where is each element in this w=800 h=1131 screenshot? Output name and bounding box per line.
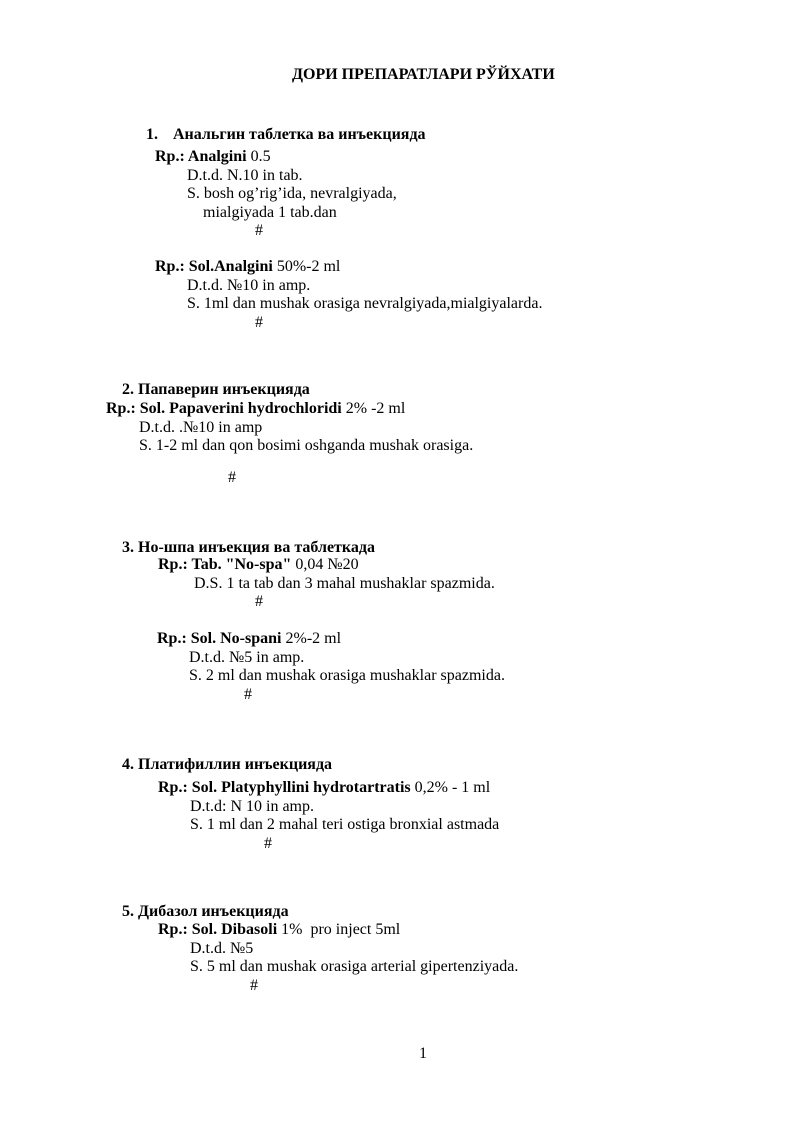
separator-hash: # — [255, 313, 263, 331]
separator-hash: # — [228, 468, 236, 486]
rp-line — [155, 258, 542, 277]
prescription-block-analgini-tab — [155, 148, 397, 241]
prescription-block-platyphyllini — [158, 779, 499, 853]
section-3-number: 3. — [122, 538, 134, 556]
rp-drug-name: Rp.: Sol. Dibasoli — [158, 921, 278, 938]
rp-drug-name: Rp.: Sol. Papaverini hydrochloridi — [106, 400, 342, 417]
document-title: ДОРИ ПРЕПАРАТЛАРИ РЎЙХАТИ — [292, 66, 555, 83]
separator-hash: # — [250, 976, 258, 994]
rp-drug-name: Rp.: Sol. No-spani — [157, 630, 282, 647]
separator-hash: # — [244, 685, 252, 703]
rp-line — [106, 400, 473, 419]
section-4-number: 4. — [122, 755, 134, 773]
section-1-number: 1. — [146, 125, 158, 143]
rx-signa-line: S. 1ml dan mushak orasiga nevralgiyada,mialgiyalarda. — [187, 295, 543, 312]
rp-line — [158, 921, 518, 940]
rp-dose: 50%-2 ml — [272, 258, 341, 275]
rp-drug-name: Rp.: Sol.Analgini — [155, 258, 273, 275]
rp-line — [157, 630, 505, 649]
rp-line — [158, 779, 499, 798]
prescription-block-nospa-sol — [157, 630, 505, 704]
section-5-heading-text: Дибазол инъекцияда — [138, 902, 289, 920]
section-3-heading-text: Но-шпа инъекция ва таблеткада — [138, 538, 375, 556]
prescription-block-dibasoli — [158, 921, 518, 995]
rx-dtd-line: D.t.d: N 10 in amp. — [190, 797, 314, 815]
prescription-block-papaverini — [106, 400, 473, 487]
separator-hash: # — [264, 834, 272, 852]
rx-dtd-line: D.t.d. №5 in amp. — [189, 648, 305, 666]
rx-dtd-line: D.t.d. №10 in amp. — [187, 276, 311, 294]
rp-dose: 0,2% - 1 ml — [410, 779, 491, 796]
rx-signa-line: S. 5 ml dan mushak orasiga arterial gipertenziyada. — [190, 958, 519, 975]
rp-dose: 2% -2 ml — [341, 400, 406, 417]
prescription-block-analgini-sol — [155, 258, 542, 332]
rx-dtd-line: D.t.d. №5 — [190, 939, 254, 957]
section-5-number: 5. — [122, 902, 134, 920]
rp-dose: 0.5 — [246, 148, 271, 165]
page-number: 1 — [419, 1045, 427, 1062]
rx-signa-line: S. 1-2 ml dan qon bosimi oshganda mushak orasiga. — [139, 437, 474, 454]
rx-signa-line: S. 2 ml dan mushak orasiga mushaklar spazmida. — [189, 667, 505, 684]
prescription-block-nospa-tab — [158, 556, 495, 612]
rp-line — [155, 148, 397, 167]
section-2-number: 2. — [122, 380, 134, 398]
separator-hash: # — [255, 222, 263, 239]
rx-signa-line-continued: mialgiyada 1 tab.dan — [203, 203, 337, 221]
section-1-heading-text: Анальгин таблетка ва инъекцияда — [173, 125, 426, 143]
section-4-heading-text: Платифиллин инъекцияда — [138, 755, 333, 773]
rp-drug-name: Rp.: Sol. Platyphyllini hydrotartratis — [158, 779, 411, 796]
rp-dose: 2%-2 ml — [281, 630, 342, 647]
rp-drug-name: Rp.: Analgini — [155, 148, 247, 165]
rp-dose: 1% pro inject 5ml — [277, 921, 401, 938]
rx-signa-line: D.S. 1 ta tab dan 3 mahal mushaklar spazmida. — [194, 574, 495, 592]
rx-dtd-line: D.t.d. .№10 in amp — [139, 418, 263, 436]
rp-drug-name: Rp.: Tab. "No-spa" — [158, 556, 292, 573]
rx-signa-line: S. bosh og’rig’ida, nevralgiyada, — [187, 185, 397, 202]
rp-line — [158, 556, 495, 575]
rp-dose: 0,04 №20 — [291, 556, 359, 573]
rx-dtd-line: D.t.d. N.10 in tab. — [187, 166, 303, 184]
rx-signa-line: S. 1 ml dan 2 mahal teri ostiga bronxial astmada — [190, 816, 500, 833]
separator-hash: # — [255, 593, 263, 610]
section-2-heading-text: Папаверин инъекцияда — [138, 380, 310, 398]
